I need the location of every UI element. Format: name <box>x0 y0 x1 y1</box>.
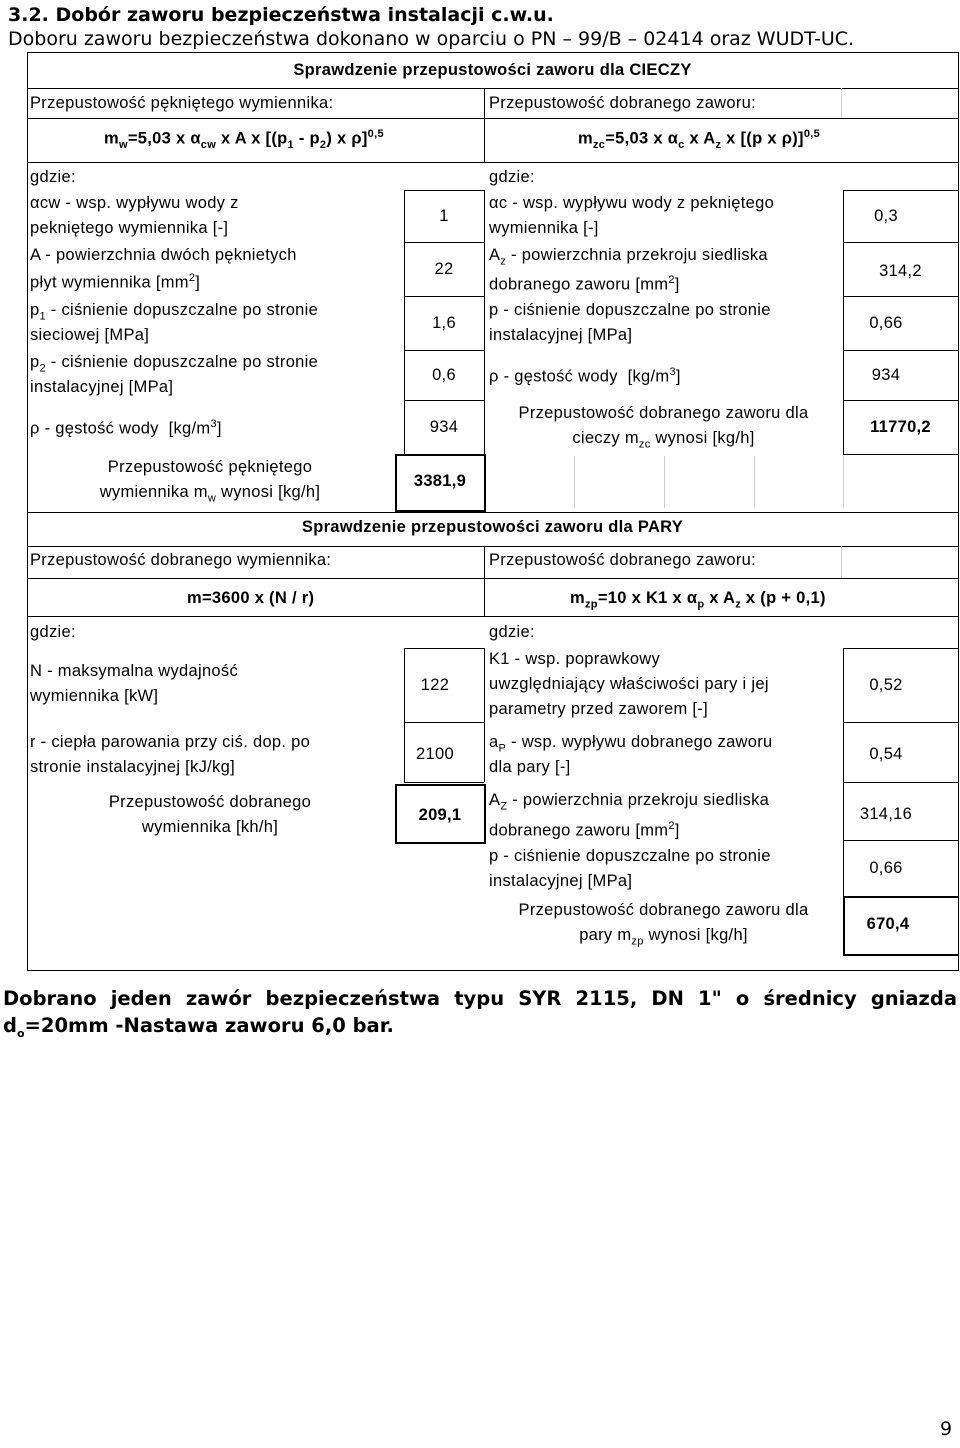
steam-right-gdzie: gdzie: <box>489 623 535 641</box>
liquid-right-gdzie: gdzie: <box>489 168 535 186</box>
liquid-right-row-value: 314,2 <box>879 262 922 280</box>
liquid-right-row-label: wymiennika [-] <box>489 219 599 237</box>
liquid-left-row-label: A - powierzchnia dwóch pęknietych <box>30 246 297 264</box>
liquid-left-result-value: 3381,9 <box>413 472 467 490</box>
liquid-right-row-label: αc - wsp. wypływu wody z pekniętego <box>489 194 775 212</box>
liquid-right-row-label: $A_z$ - powierzchnia przekroju siedliska <box>489 246 768 268</box>
liquid-right-result-label: Przepustowość dobranego zaworu dla <box>518 404 809 422</box>
liquid-right-row-value: 0,66 <box>869 314 903 332</box>
steam-right-row-label: K1 - wsp. poprawkowy <box>489 650 661 668</box>
steam-right-row-label: $A_Z$ - powierzchnia przekroju siedliska <box>489 791 770 813</box>
steam-left-row-label: wymiennika [kW] <box>30 687 159 705</box>
steam-title: Sprawdzenie przepustowości zaworu dla PARY <box>301 518 684 536</box>
steam-right-result-label: pary $m_{zp}$ wynosi [kg/h] <box>579 926 748 948</box>
liquid-right-result-value: 11770,2 <box>870 418 931 436</box>
steam-right-result-label: Przepustowość dobranego zaworu dla <box>518 901 809 919</box>
steam-right-row-label: instalacyjnej [MPa] <box>489 872 633 890</box>
steam-left-row-value: 2100 <box>416 745 454 763</box>
liquid-left-row-label: $p_1$ - ciśnienie dopuszczalne po stronie <box>30 301 319 323</box>
liquid-right-row-label: ρ - gęstość wody $[kg/m^3]$ <box>489 366 681 386</box>
conclusion-line-2: $d_o=20mm$ -Nastawa zaworu 6,0 bar. <box>3 1014 394 1040</box>
liquid-left-row-label: sieciowej [MPa] <box>30 326 150 344</box>
liquid-title: Sprawdzenie przepustowości zaworu dla CIECZY <box>293 61 692 79</box>
steam-left-result-value: 209,1 <box>418 806 462 824</box>
liquid-left-result-label: Przepustowość pękniętego <box>107 458 313 476</box>
liquid-right-row-label: instalacyjnej [MPa] <box>489 326 633 344</box>
liquid-left-row-label: instalacyjnej [MPa] <box>30 378 174 396</box>
steam-right-header: Przepustowość dobranego zaworu: <box>489 551 757 569</box>
steam-left-result-label: wymiennika [kh/h] <box>141 818 279 836</box>
liquid-left-row-label: αcw - wsp. wypływu wody z <box>30 194 239 212</box>
steam-right-row-label: uwzględniający właściwości pary i jej <box>489 675 769 693</box>
liquid-left-formula: $m_w=5,03$ x $\alpha_{cw}$ x A x [$(p_1 - p_2)$ x ρ]$^{0,5}$ <box>104 128 384 151</box>
liquid-left-row-label: płyt wymiennika $[mm^2]$ <box>30 272 201 292</box>
liquid-left-result-label: wymiennika $m_w$ wynosi [kg/h] <box>99 483 321 505</box>
conclusion-line-1: Dobrano jeden zawór bezpieczeństwa typu SYR 2115, DN 1" o średnicy gniazda <box>3 987 957 1010</box>
liquid-left-row-value: 1 <box>439 207 449 225</box>
liquid-left-header: Przepustowość pękniętego wymiennika: <box>30 94 334 112</box>
liquid-right-row-value: 0,3 <box>874 207 898 225</box>
steam-right-row-value: 0,54 <box>869 745 903 763</box>
liquid-left-row-value: 22 <box>434 260 454 278</box>
steam-right-row-label: dla pary [-] <box>489 758 571 776</box>
steam-right-row-value: 0,66 <box>869 859 903 877</box>
steam-left-result-label: Przepustowość dobranego <box>108 793 312 811</box>
liquid-left-row-value: 934 <box>429 418 459 436</box>
liquid-left-row-label: $p_2$ - ciśnienie dopuszczalne po stronie <box>30 353 319 375</box>
steam-right-row-label: $a_P$ - wsp. wypływu dobranego zaworu <box>489 733 773 755</box>
liquid-right-row-label: dobranego zaworu $[mm^2]$ <box>489 274 680 294</box>
liquid-right-header: Przepustowość dobranego zaworu: <box>489 94 757 112</box>
steam-left-row-label: N - maksymalna wydajność <box>30 662 239 680</box>
steam-left-row-value: 122 <box>420 676 450 694</box>
liquid-right-row-value: 934 <box>871 366 901 384</box>
steam-right-formula: $m_{zp}=10$ x K1 x $\alpha_p$ x $A_z$ x (p + 0,1) <box>570 589 826 611</box>
steam-left-gdzie: gdzie: <box>30 623 76 641</box>
liquid-left-row-value: 1,6 <box>432 314 456 332</box>
steam-right-row-value: 0,52 <box>869 676 903 694</box>
steam-right-row-label: dobranego zaworu $[mm^2]$ <box>489 820 680 840</box>
intro-text: Doboru zaworu bezpieczeństwa dokonano w oparciu o PN – 99/B – 02414 oraz WUDT-UC. <box>8 28 855 50</box>
liquid-left-row-label: ρ - gęstość wody $[kg/m^3]$ <box>30 418 222 438</box>
steam-left-header: Przepustowość dobranego wymiennika: <box>30 551 332 569</box>
steam-left-row-label: r - ciepła parowania przy ciś. dop. po <box>30 733 311 751</box>
liquid-left-row-value: 0,6 <box>432 366 456 384</box>
liquid-right-formula: $m_{zc}=5,03$ x $\alpha_c$ x $A_z$ x [(p x ρ)]$^{0,5}$ <box>578 128 821 151</box>
liquid-right-row-label: p - ciśnienie dopuszczalne po stronie <box>489 301 771 319</box>
steam-right-row-value: 314,16 <box>859 805 913 823</box>
steam-right-row-label: parametry przed zaworem [-] <box>489 700 708 718</box>
liquid-left-row-label: pekniętego wymiennika [-] <box>30 219 229 237</box>
steam-left-row-label: stronie instalacyjnej [kJ/kg] <box>30 758 235 776</box>
steam-right-row-label: p - ciśnienie dopuszczalne po stronie <box>489 847 771 865</box>
steam-right-result-value: 670,4 <box>866 915 910 933</box>
liquid-right-result-label: cieczy $m_{zc}$ wynosi [kg/h] <box>572 429 755 451</box>
section-heading: 3.2. Dobór zaworu bezpieczeństwa instalacji c.w.u. <box>8 4 554 26</box>
page-number: 9 <box>940 1418 953 1440</box>
liquid-left-gdzie: gdzie: <box>30 168 76 186</box>
steam-left-formula: m=3600 x (N / r) <box>187 589 315 607</box>
